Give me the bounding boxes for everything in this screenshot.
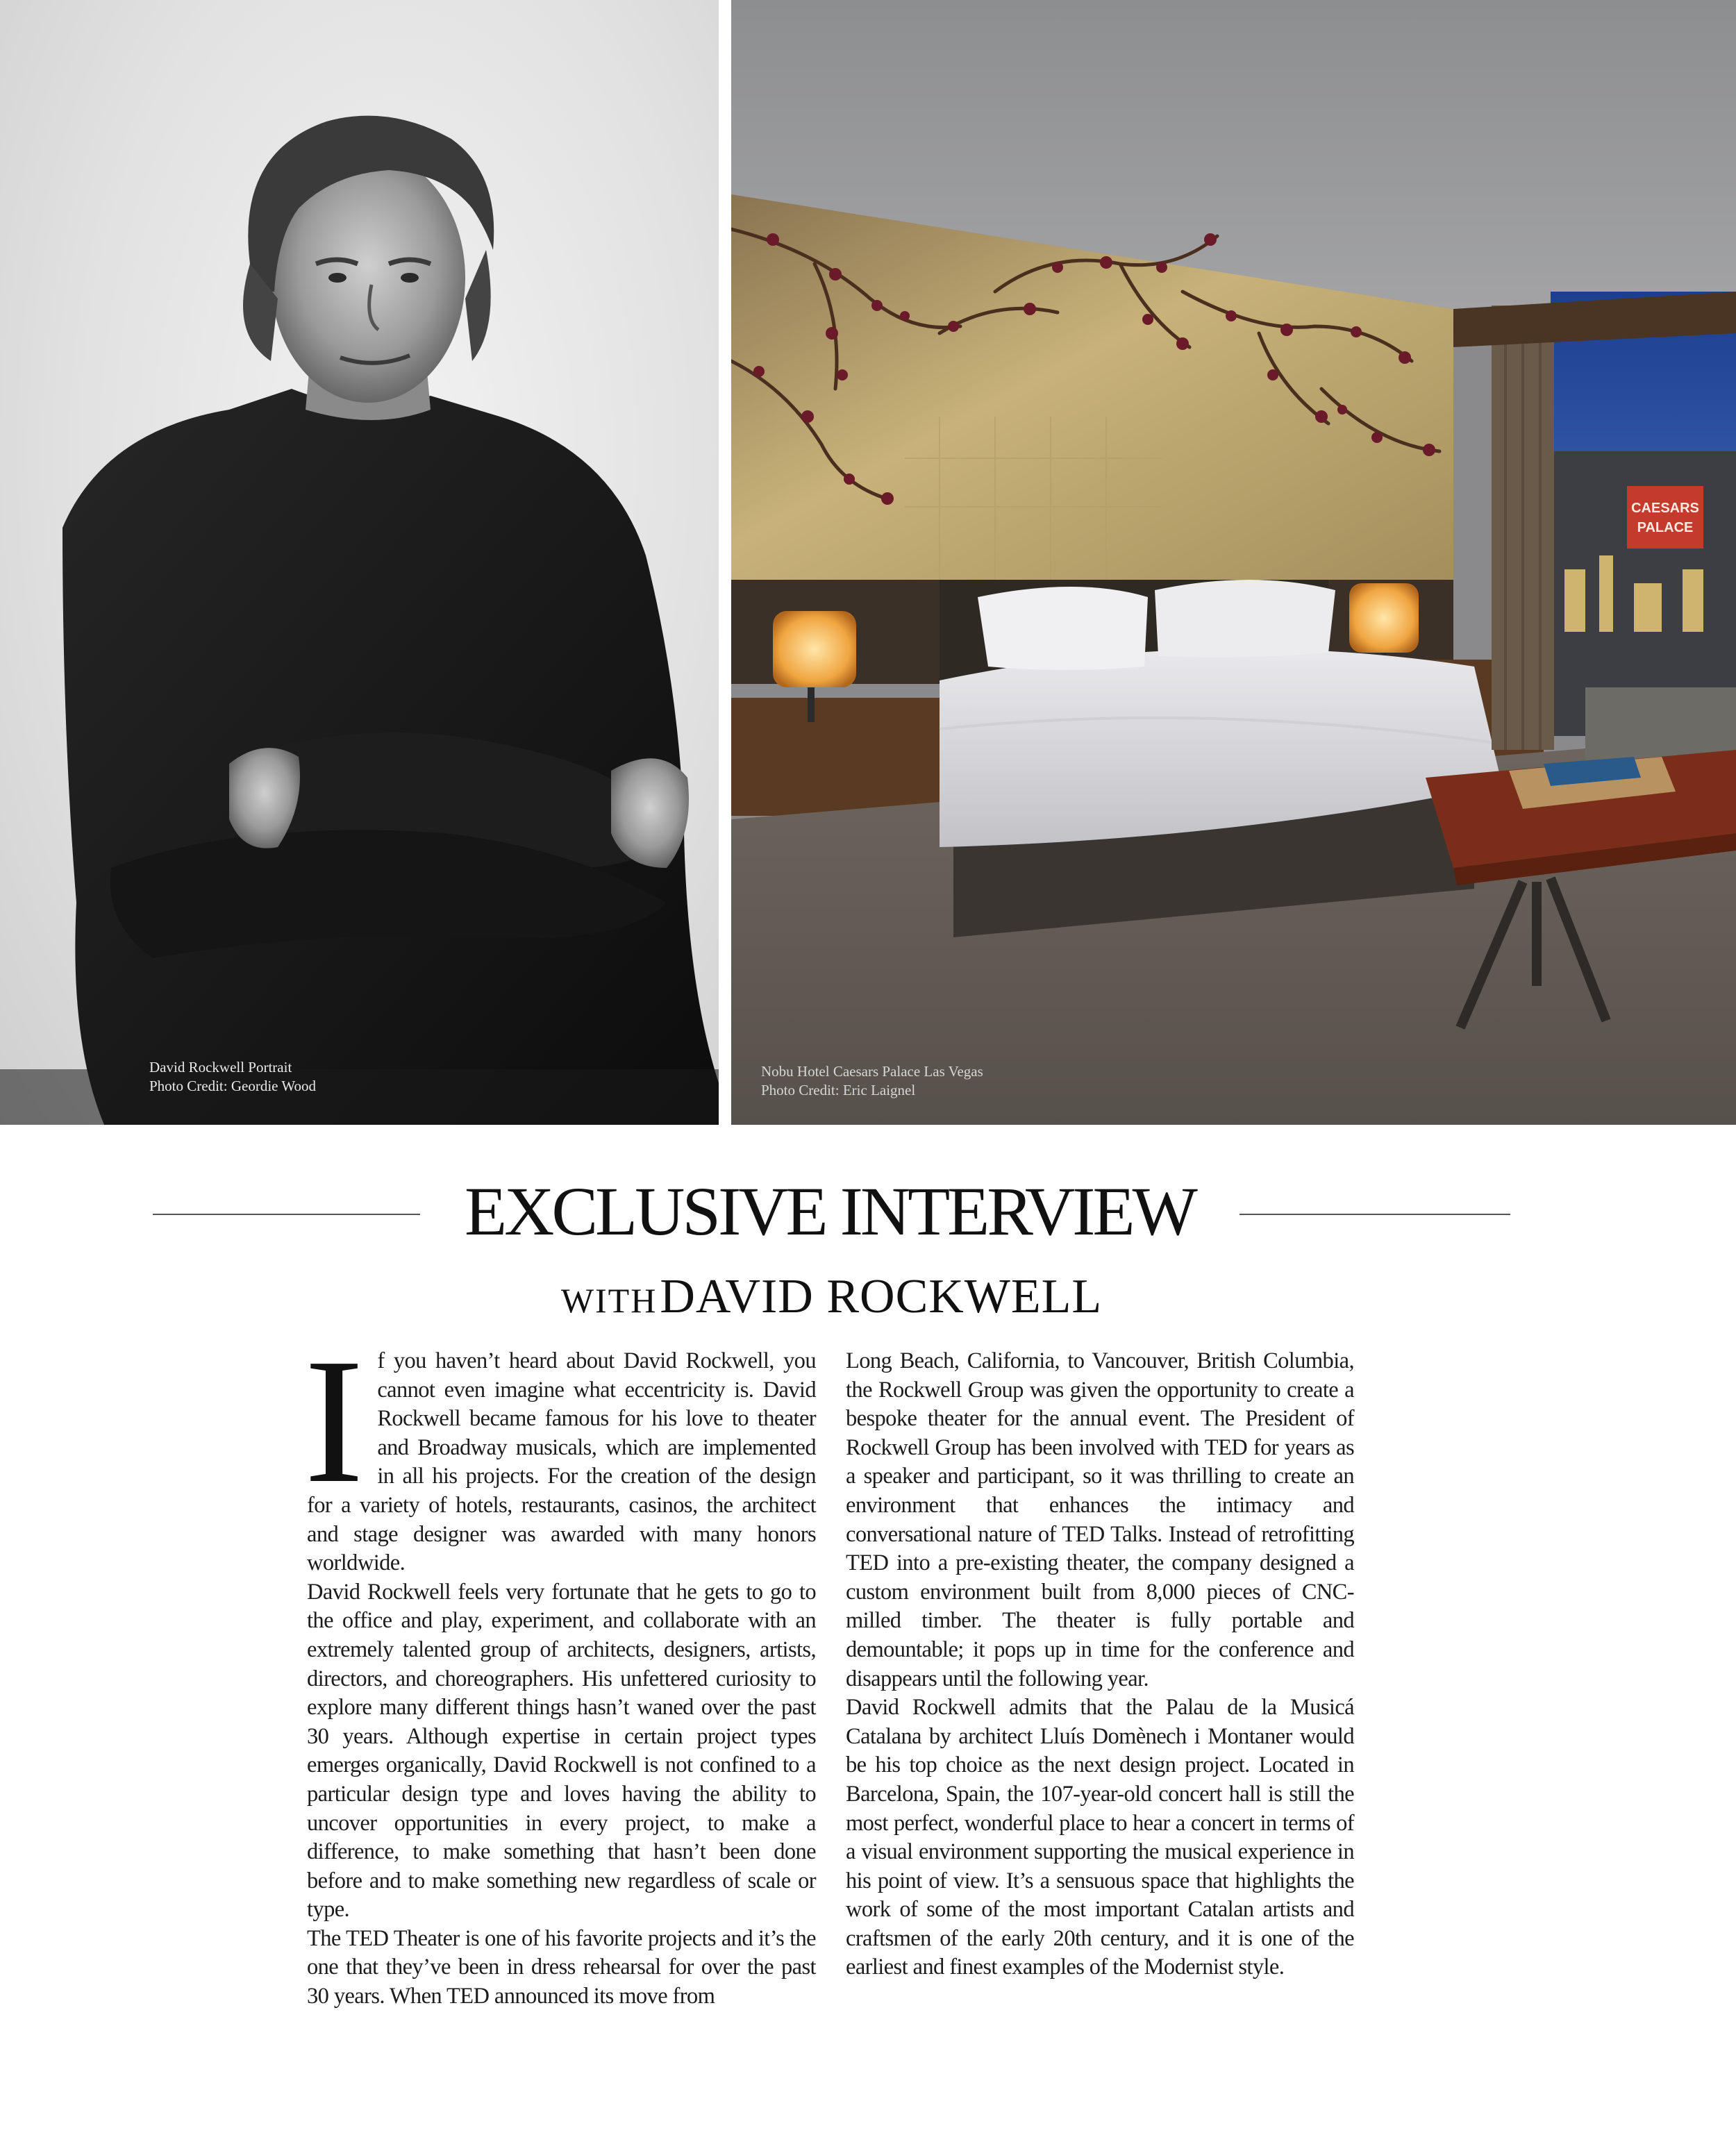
drop-cap: I	[304, 1321, 364, 1520]
article-paragraph: David Rockwell admits that the Palau de la Musicá Catalana by architect Lluís Domènech i Montaner would be his top choice as the next design project. Located in Barcelona, Spain, the 107-year-old concert hall is still the most perfect, wonderful place to hear a concert in terms of a visual environment supporting the musical experience in his point of view. It’s a sensuous space that highlights the work of some of the most important Catalan artists and craftsmen of the early 20th century, and it is one of the earliest and finest examples of the Modernist style.	[846, 1695, 1354, 1980]
page-title: EXCLUSIVE INTERVIEW	[465, 1173, 1195, 1250]
window-sign-line1: CAESARS	[1631, 501, 1699, 516]
hotel-room-illustration	[731, 0, 1736, 1125]
portrait-caption-title: David Rockwell Portrait	[149, 1059, 292, 1076]
portrait-photo	[0, 0, 719, 1125]
headline-rule-right	[1240, 1214, 1510, 1215]
article-paragraph: The TED Theater is one of his favorite projects and it’s the one that they’ve been in dress rehearsal for over the past 30 years. When TED announced its move from	[307, 1925, 816, 2009]
portrait-caption	[149, 1058, 316, 1096]
article-paragraph: David Rockwell feels very fortunate that he gets to go to the office and play, experiment, and collaborate with an extremely talented group of architects, designers, artists, directors, and choreographers. His unfettered curiosity to explore many different things hasn’t waned over the past 30 years. Although expertise in certain project types emerges organically, David Rockwell is not confined to a particular design type and loves having the ability to uncover opportunities in every project, to make a difference, to make something that hasn’t been done before and to make something new regardless of scale or type.	[307, 1579, 816, 1923]
headline-rule-left	[153, 1214, 420, 1215]
hotel-room-photo	[731, 0, 1736, 1125]
hotel-caption	[761, 1062, 983, 1100]
article-paragraph-text: f you haven’t heard about David Rockwell, you cannot even imagine what eccentricity is. David Rockwell became famous for his love to theater and Broadway musicals, which are implemented in all his projects. For the creation of the design for a variety of hotels, restaurants, casinos, the architect and stage designer was awarded with many honors worldwide.	[307, 1348, 816, 1576]
article-column-left	[304, 1321, 816, 2011]
portrait-illustration	[0, 0, 719, 1125]
hotel-caption-title: Nobu Hotel Caesars Palace Las Vegas	[761, 1063, 983, 1080]
hotel-caption-credit: Photo Credit: Eric Laignel	[761, 1082, 916, 1098]
window-sign-line2: PALACE	[1637, 520, 1694, 535]
article-paragraph: Long Beach, California, to Vancouver, British Columbia, the Rockwell Group was given the opportunity to create a bespoke theater for the annual event. The President of Rockwell Group has been involved with TED for years as a speaker and participant, so it was thrilling to create an environment that enhances the intimacy and conversational nature of TED Talks. Instead of retrofitting TED into a pre-existing theater, the company designed a custom environment built from 8,000 pieces of CNC-milled timber. The theater is fully portable and demountable; it pops up in time for the conference and disappears until the following year.	[846, 1348, 1354, 1691]
article-paragraph	[304, 1321, 816, 1578]
portrait-caption-credit: Photo Credit: Geordie Wood	[149, 1078, 316, 1094]
subtitle-with: WITH	[560, 1281, 658, 1320]
article-column-right	[846, 1347, 1354, 1982]
subtitle-name: DAVID ROCKWELL	[660, 1270, 1103, 1323]
headline-row	[153, 1173, 1510, 1250]
